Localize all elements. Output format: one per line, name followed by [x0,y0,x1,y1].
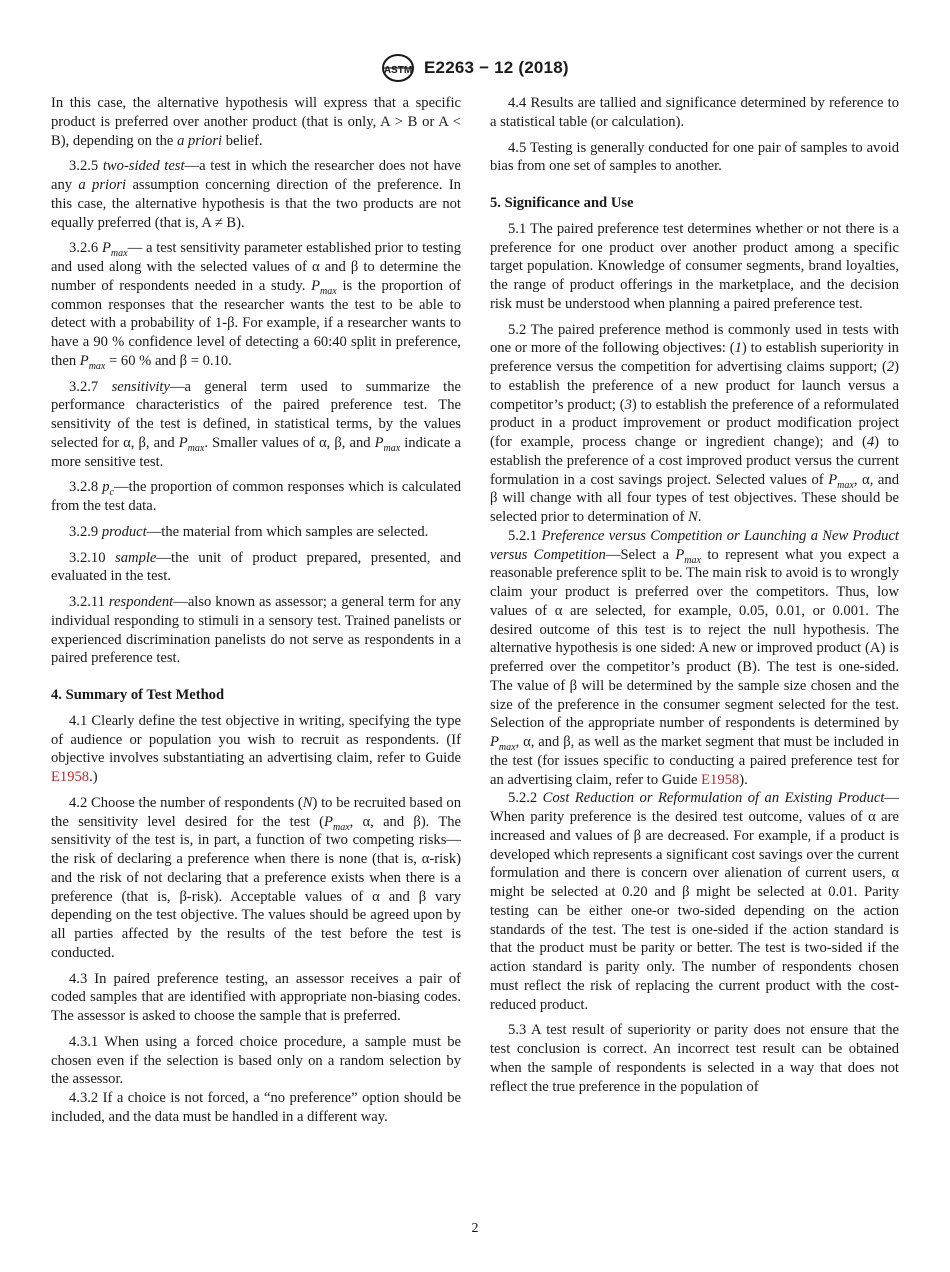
section-3-2-11: 3.2.11 respondent—also known as assessor; a general term for any individual responding to stimuli in a sensory test. Trained panelists or experienced discrimination panelists do not serve as respondents in a paired preference test. [51,594,461,667]
section-5-2: 5.2 The paired preference method is commonly used in tests with one or more of the following objectives: (1) to establish superiority in preference versus the competition for advertising claims support; (2) to establish the preference of a new product for launch versus a competitor’s product; (3) to establish the preference of a reformulated product in a product improvement or product modification project (for example, process change or ingredient change); and (4) to establish the preference of a cost improved product versus the current formulation in a cost savings project. Selected values of $P_{max}$, α, and β will change with all four types of test objectives. These should be selected prior to determination of N. [490,321,899,525]
logo-text: ASTM [383,65,413,76]
document-id: E2263 − 12 (2018) [424,58,569,77]
section-4-5: 4.5 Testing is generally conducted for one pair of samples to avoid bias from one set of samples to another. [490,139,899,175]
section-heading-4: 4. Summary of Test Method [51,687,225,703]
section-5-3: 5.3 A test result of superiority or parity does not ensure that the test conclusion is correct. An incorrect test result can be obtained when the sample of respondents is selected in a way that does not reflect the true preference in the population of [490,1022,899,1095]
page-number: 2 [471,1221,479,1236]
right-column [490,94,899,1103]
section-heading-5: 5. Significance and Use [490,195,634,211]
section-4-2: 4.2 Choose the number of respondents (N) to be recruited based on the sensitivity level desired for the test ($P_{max}$, α, and β). The sensitivity of the test is, in part, a function of two competing risks—the risk of declaring a preference when there is none (that is, α-risk) and the risk of not declaring that a preference exists when there is a preference (that is, β-risk). Acceptable values of α and β vary depending on the test objective. The values should be agreed upon by all parties affected by the results of the test before the test is conducted. [51,794,462,961]
paragraph-continuation: In this case, the alternative hypothesis will express that a specific product is preferred over another product (that is only, A > B or A < B), depending on the a priori belief. [51,95,461,149]
section-5-1: 5.1 The paired preference test determines whether or not there is a preference for one product over another product among a specific target population. Knowledge of consumer segments, brand loyalties, the range of product offerings in the marketplace, and the decision risk must be understood when planning a paired preference test. [490,220,899,312]
section-3-2-7: 3.2.7 sensitivity—a general term used to summarize the performance characteristics of the paired preference test. The sensitivity of the test is defined, in statistical terms, by the values selected for α, β, and $P_{max}$. Smaller values of α, β, and $P_{max}$ indicate a more sensitive test. [51,378,461,470]
section-4-1: 4.1 Clearly define the test objective in writing, specifying the type of audience or population you wish to recruit as respondents. (If objective involves substantiating an advertising claim, refer to Guide E1958.) [51,712,461,785]
section-3-2-6: 3.2.6 $P_{max}—$ a test sensitivity parameter established prior to testing and used along with the selected values of α and β to determine the number of respondents needed in a study. $P_{max}$ is the proportion of common responses that the researcher wants the test to be able to detect with a probability of 1-β. For example, if a researcher wants to have a 90 % confidence level of detecting a 60:40 split in preference, then $P_{max} = 60$ % and β = 0.10. [51,240,461,372]
section-5-2-2: 5.2.2 Cost Reduction or Reformulation of an Existing Product—When parity preference is the desired test outcome, values of α are increased and values of β are decreased. For example, if a product is developed which represents a significant cost savings over the current formulation and there is concern over alienation of current users, α might be selected at 0.20 and β might be selected at 0.01. Parity testing can be either one-or two-sided depending on the action standards of the test. The test is one-sided if the action standard is that the product must be parity or better. The test is two-sided if the action standard is parity only. The number of respondents chosen must reflect the risk of replacing the current product with the cost-reduced product. [490,790,899,1013]
section-5-2-1: 5.2.1 Preference versus Competition or Launching a New Product versus Competition—Select a $P_{max}$ to represent what you expect a reasonable preference split to be. The main risk to avoid is to wrongly claim your product is preferred over the competitors. Thus, low values of α are selected, for example, 0.05, 0.01, or 0.001. The desired outcome of this test is to reject the null hypothesis. The alternative hypothesis is one sided: A new or improved product (A) is preferred over the competitor’s product (B). The test is one-sided. The value of β will be determined by the sample size chosen and the size of the preference in the consumer segment selected for the test. Selection of the appropriate number of respondents is determined by $P_{max}$, α, and β, as well as the market segment that must be included in the test (for issues specific to conducting a paired preference test for an advertising claim, refer to Guide E1958). [490,527,899,788]
section-3-2-10: 3.2.10 sample—the unit of product prepared, presented, and evaluated in the test. [51,549,461,585]
section-4-3: 4.3 In paired preference testing, an assessor receives a pair of coded samples that are identified with appropriate non-biasing codes. The assessor is asked to choose the sample that is preferred. [51,970,461,1024]
section-3-2-8: 3.2.8 $p_c—the$ proportion of common responses which is calculated from the test data. [51,479,461,514]
section-3-2-5: 3.2.5 two-sided test—a test in which the researcher does not have any a priori assumption concerning direction of the preference. In this case, the alternative hypothesis is that the two products are not equally preferred (that is, A ≠ B). [51,158,461,231]
section-4-3-1: 4.3.1 When using a forced choice procedure, a sample must be chosen even if the selection is based only on a random selection by the assessor. [51,1033,461,1088]
section-4-3-2: 4.3.2 If a choice is not forced, a “no preference” option should be included, and the data must be handled in a different way. [51,1090,461,1125]
guide-e1958-link[interactable]: E1958 [51,769,90,785]
section-3-2-9: 3.2.9 product—the material from which samples are selected. [69,523,429,540]
astm-logo-icon [380,53,416,83]
left-column [51,94,461,1134]
section-4-4: 4.4 Results are tallied and significance determined by reference to a statistical table (or calculation). [490,95,899,130]
guide-e1958-link-2[interactable]: E1958 [701,771,740,788]
